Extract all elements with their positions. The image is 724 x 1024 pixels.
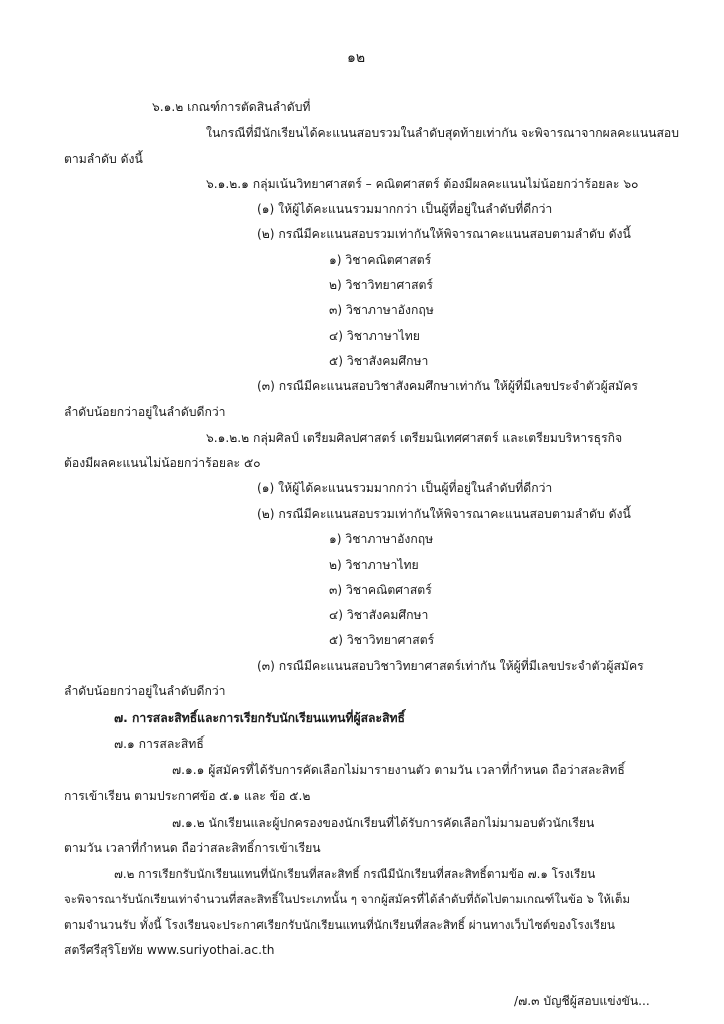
criteria-item: (๒) กรณีมีคะแนนสอบรวมเท่ากันให้พิจารณาคะแนนสอบตามลำดับ ดังนี้ — [257, 227, 631, 241]
subject-item: ๕) วิชาวิทยาศาสตร์ — [329, 633, 435, 647]
subject-item: ๒) วิชาวิทยาศาสตร์ — [329, 278, 433, 292]
paragraph-line: ๗.๑.๒ นักเรียนและผู้ปกครองของนักเรียนที่ได้รับการคัดเลือกไม่มามอบตัวนักเรียน — [172, 816, 595, 830]
paragraph-line: สตรีศรีสุริโยทัย www.suriyothai.ac.th — [64, 943, 275, 957]
criteria-item: (๑) ให้ผู้ได้คะแนนรวมมากกว่า เป็นผู้ที่อยู่ในลำดับที่ดีกว่า — [257, 481, 553, 495]
subsection-heading: ๖.๑.๒.๑ กลุ่มเน้นวิทยาศาสตร์ – คณิตศาสตร์ ต้องมีผลคะแนนไม่น้อยกว่าร้อยละ ๖๐ — [206, 177, 639, 191]
criteria-item: (๒) กรณีมีคะแนนสอบรวมเท่ากันให้พิจารณาคะแนนสอบตามลำดับ ดังนี้ — [257, 507, 631, 521]
paragraph-line: ต้องมีผลคะแนนไม่น้อยกว่าร้อยละ ๕๐ — [64, 456, 261, 470]
page-number: ๑๒ — [347, 50, 366, 66]
subject-item: ๓) วิชาภาษาอังกฤษ — [329, 303, 434, 317]
criteria-item: (๓) กรณีมีคะแนนสอบวิชาวิทยาศาสตร์เท่ากัน ให้ผู้ที่มีเลขประจำตัวผู้สมัคร — [257, 659, 644, 673]
subject-item: ๔) วิชาภาษาไทย — [329, 329, 420, 343]
paragraph-line: ตามลำดับ ดังนี้ — [64, 152, 143, 166]
paragraph-line: ๗.๑.๑ ผู้สมัครที่ได้รับการคัดเลือกไม่มารายงานตัว ตามวัน เวลาที่กำหนด ถือว่าสละสิทธิ์ — [172, 763, 625, 777]
continuation-note: /๗.๓ บัญชีผู้สอบแข่งขัน... — [514, 994, 650, 1008]
paragraph-line: ลำดับน้อยกว่าอยู่ในลำดับดีกว่า — [64, 405, 226, 419]
paragraph-line: ในกรณีที่มีนักเรียนได้คะแนนสอบรวมในลำดับสุดท้ายเท่ากัน จะพิจารณาจากผลคะแนนสอบ — [206, 126, 679, 140]
subsection-heading: ๗.๑ การสละสิทธิ์ — [114, 737, 204, 751]
section-title: ๗. การสละสิทธิ์และการเรียกรับนักเรียนแทนที่ผู้สละสิทธิ์ — [114, 711, 405, 725]
paragraph-line: ตามจำนวนรับ ทั้งนี้ โรงเรียนจะประกาศเรียกรับนักเรียนแทนที่นักเรียนที่สละสิทธิ์ ผ่านทางเว็บไซต์ของโรงเรียน — [64, 918, 615, 932]
criteria-item: (๑) ให้ผู้ได้คะแนนรวมมากกว่า เป็นผู้ที่อยู่ในลำดับที่ดีกว่า — [257, 202, 553, 216]
subject-item: ๔) วิชาสังคมศึกษา — [329, 608, 429, 622]
paragraph-line: ลำดับน้อยกว่าอยู่ในลำดับดีกว่า — [64, 684, 226, 698]
subject-item: ๓) วิชาคณิตศาสตร์ — [329, 583, 432, 597]
paragraph-line: จะพิจารณารับนักเรียนเท่าจำนวนที่สละสิทธิ์ในประเภทนั้น ๆ จากผู้สมัครที่ได้ลำดับที่ถัดไปตามเกณฑ์ในข้อ ๖ ให้เต็ม — [64, 892, 631, 906]
section-heading: ๖.๑.๒ เกณฑ์การตัดสินลำดับที่ — [152, 100, 311, 114]
paragraph-line: ๗.๒ การเรียกรับนักเรียนแทนที่นักเรียนที่สละสิทธิ์ กรณีมีนักเรียนที่สละสิทธิ์ตามข้อ ๗.๑ โรงเรียน — [114, 867, 596, 881]
paragraph-line: ตามวัน เวลาที่กำหนด ถือว่าสละสิทธิ์การเข้าเรียน — [64, 841, 321, 855]
criteria-item: (๓) กรณีมีคะแนนสอบวิชาสังคมศึกษาเท่ากัน ให้ผู้ที่มีเลขประจำตัวผู้สมัคร — [257, 379, 638, 393]
subject-item: ๑) วิชาภาษาอังกฤษ — [329, 532, 434, 546]
subsection-heading: ๖.๑.๒.๒ กลุ่มศิลป์ เตรียมศิลปศาสตร์ เตรียมนิเทศศาสตร์ และเตรียมบริหารธุรกิจ — [206, 431, 623, 445]
subject-item: ๕) วิชาสังคมศึกษา — [329, 354, 429, 368]
subject-item: ๒) วิชาภาษาไทย — [329, 558, 419, 572]
subject-item: ๑) วิชาคณิตศาสตร์ — [329, 253, 432, 267]
paragraph-line: การเข้าเรียน ตามประกาศข้อ ๕.๑ และ ข้อ ๕.๒ — [64, 789, 311, 803]
